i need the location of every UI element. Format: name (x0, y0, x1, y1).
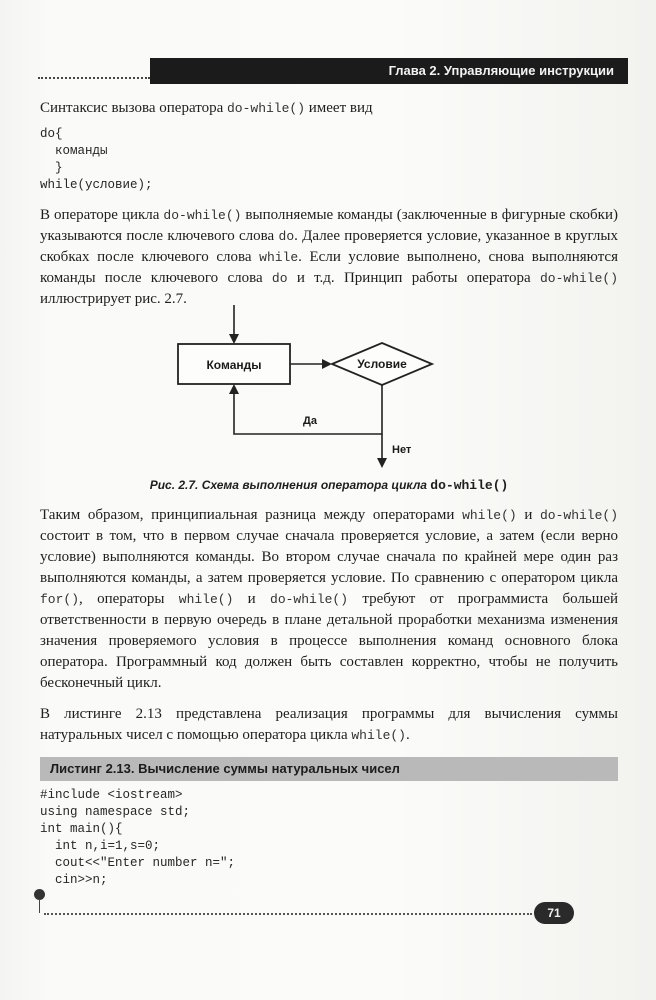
page-number: 71 (534, 902, 574, 924)
inline-code: do (271, 271, 288, 286)
commands-label: Команды (206, 358, 262, 372)
inline-code: do-while() (270, 592, 349, 607)
paragraph-3 (40, 704, 618, 746)
paragraph-2 (40, 505, 618, 694)
flowchart-diagram (170, 300, 450, 470)
yes-label: Да (303, 415, 317, 427)
flow-no-arrowhead (377, 458, 387, 468)
inline-code: do-while() (539, 271, 618, 286)
text-run: состоит в том, что в первом случае сначала проверяется условие, а затем (если верно условие) выполняются команды. Во втором случае сначала по крайней мере один раз выполняются команды, а затем проверяется условие. По сравнению с оператором цикла (40, 528, 618, 586)
inline-code: do-while() (540, 508, 619, 523)
code-line: while(условие); (40, 178, 153, 192)
text-run: В операторе цикла (40, 207, 164, 223)
paragraph-1 (40, 205, 618, 310)
chapter-header: Глава 2. Управляющие инструкции (150, 58, 628, 84)
syntax-intro-text: Синтаксис вызова оператора (40, 100, 227, 116)
footer-bullet-stem (39, 899, 40, 913)
code-line: cin>>n; (40, 873, 108, 887)
no-label: Нет (392, 444, 412, 456)
text-run: , операторы (79, 591, 179, 607)
text-run: В листинге 2.13 представлена реализация программы для вычисления суммы натуральных чисел с помощью оператора цикла (40, 706, 618, 743)
inline-code: while() (351, 728, 406, 743)
flow-yes-arrowhead (229, 384, 239, 394)
inline-code: while (259, 250, 299, 265)
figure-caption-code: do-while() (430, 478, 509, 493)
text-run: и т.д. Принцип работы оператора (287, 270, 540, 286)
code-line: int main(){ (40, 822, 123, 836)
header-dotted-rule (38, 77, 150, 79)
text-run: выполняемые команды (заключенные в фигурные скобки) указываются после ключевого слова (40, 207, 618, 244)
code-line: команды (40, 144, 108, 158)
footer-dotted-rule (44, 913, 532, 915)
listing-title: Листинг 2.13. Вычисление суммы натуральных чисел (40, 757, 618, 781)
code-line: cout<<"Enter number n="; (40, 856, 236, 870)
code-line: #include <iostream> (40, 788, 183, 802)
code-line: using namespace std; (40, 805, 191, 819)
text-run: . Далее проверяется условие, указанное в круглых скобках после ключевого слова (40, 228, 618, 265)
inline-code: while() (462, 508, 517, 523)
text-run: . (405, 727, 410, 743)
text-run: . Если условие выполнено, снова выполняются команды после ключевого слова (40, 249, 618, 286)
inline-code: for() (40, 592, 80, 607)
listing-code-block (40, 787, 600, 889)
text-run: и (516, 507, 540, 523)
condition-label: Условие (357, 357, 407, 371)
figure-caption-text: Рис. 2.7. Схема выполнения оператора цикла (149, 478, 431, 492)
code-line: do{ (40, 127, 63, 141)
syntax-intro (40, 98, 618, 119)
flow-entry-arrowhead (229, 334, 239, 344)
syntax-intro-code: do-while() (226, 101, 305, 116)
code-line: int n,i=1,s=0; (40, 839, 161, 853)
text-run: требуют от программиста большей ответственности в первую очередь в плане детальной проработки механизма изменения значения проверяемого условия в процессе выполнения команд основного блока оператора. Программный код должен быть составлен корректно, чтобы не получить бесконечный цикл. (40, 591, 619, 691)
inline-code: do (278, 229, 295, 244)
text-run: и (233, 591, 271, 607)
code-line: } (40, 161, 63, 175)
text-run: Таким образом, принципиальная разница между операторами (40, 507, 463, 523)
text-run: иллюстрирует рис. 2.7. (40, 291, 187, 307)
inline-code: while() (178, 592, 234, 607)
figure-caption (40, 478, 618, 493)
syntax-intro-tail: имеет вид (305, 100, 373, 116)
syntax-code-block (40, 126, 600, 194)
inline-code: do-while() (163, 208, 242, 223)
